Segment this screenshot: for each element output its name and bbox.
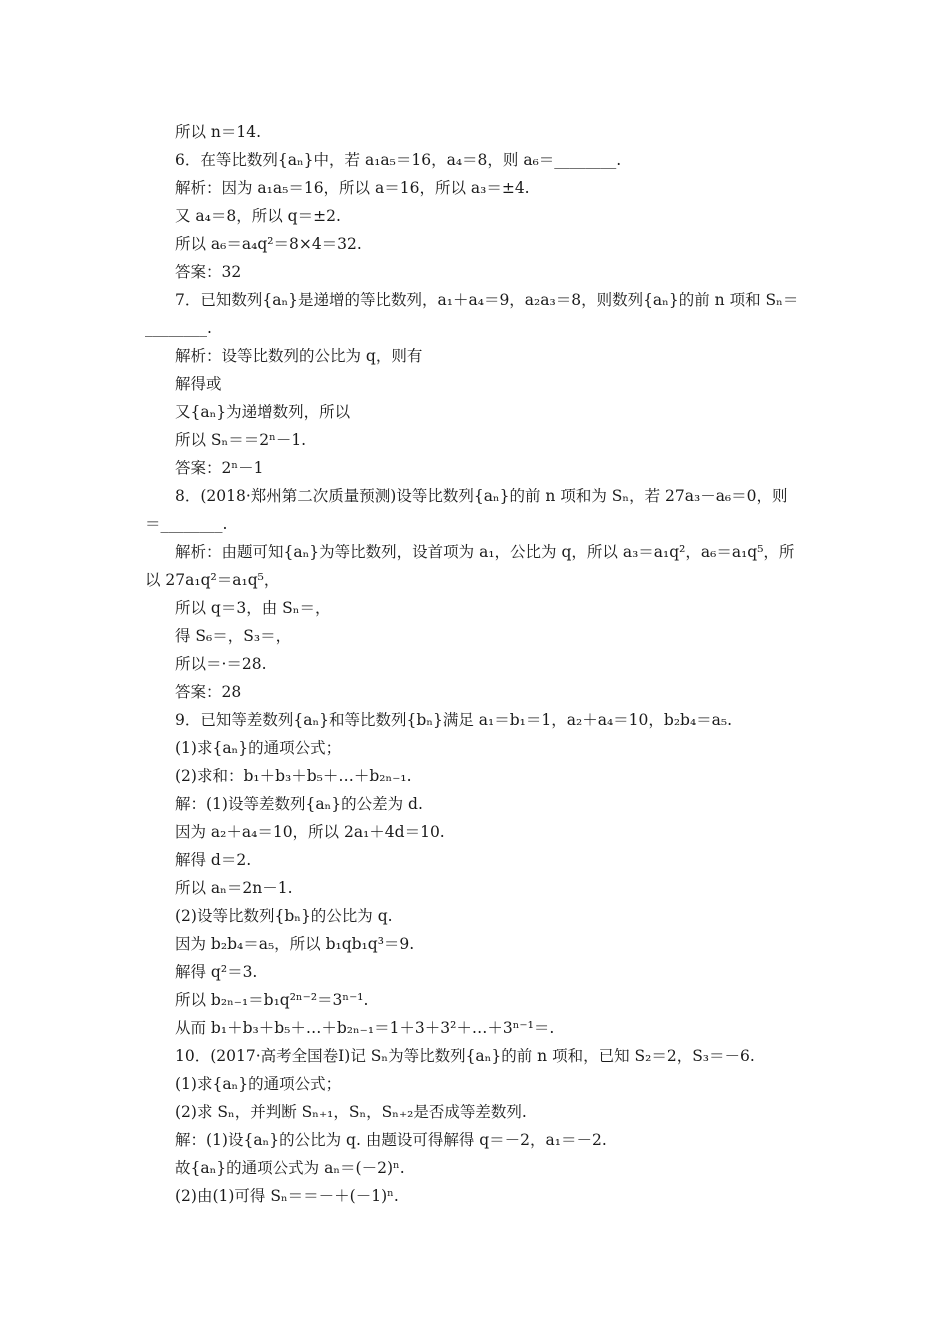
text-line: 所以 Sₙ＝＝2ⁿ－1. — [175, 431, 307, 449]
answer-7: 答案：2ⁿ－1 — [175, 459, 264, 477]
text-line: 因为 a₂＋a₄＝10，所以 2a₁＋4d＝10. — [175, 823, 445, 841]
text-line: 解得或 — [175, 375, 222, 393]
text-line: 所以 n＝14. — [175, 123, 262, 141]
text-line: (1)求{aₙ}的通项公式； — [175, 1075, 342, 1093]
text-line: 所以 q＝3，由 Sₙ＝， — [175, 599, 331, 617]
text-line: 解析：设等比数列的公比为 q，则有 — [175, 347, 423, 365]
answer-8: 答案：28 — [175, 683, 242, 701]
text-line: 故{aₙ}的通项公式为 aₙ＝(－2)ⁿ. — [175, 1159, 405, 1177]
text-line: 解析：由题可知{aₙ}为等比数列，设首项为 a₁，公比为 q，所以 a₃＝a₁q²，a₆＝a₁q⁵，所 — [175, 543, 795, 561]
text-line: 从而 b₁＋b₃＋b₅＋…＋b₂ₙ₋₁＝1＋3＋3²＋…＋3ⁿ⁻¹＝. — [175, 1019, 555, 1037]
answer-blank: ________. — [145, 319, 212, 337]
question-8: 8．(2018·郑州第二次质量预测)设等比数列{aₙ}的前 n 项和为 Sₙ，若 27a₃－a₆＝0，则 — [175, 487, 788, 505]
text-line: 解得 d＝2. — [175, 851, 252, 869]
text-line: 解得 q²＝3. — [175, 963, 258, 981]
question-9: 9．已知等差数列{aₙ}和等比数列{bₙ}满足 a₁＝b₁＝1，a₂＋a₄＝10，b₂b₄＝a₅. — [175, 711, 733, 729]
text-line: (2)求 Sₙ，并判断 Sₙ₊₁，Sₙ，Sₙ₊₂是否成等差数列. — [175, 1103, 527, 1121]
text-line: 以 27a₁q²＝a₁q⁵， — [145, 571, 280, 589]
answer-blank: ＝________. — [145, 515, 228, 533]
answer-6: 答案：32 — [175, 263, 242, 281]
text-line: (2)设等比数列{bₙ}的公比为 q. — [175, 907, 393, 925]
text-line: 所以 a₆＝a₄q²＝8×4＝32. — [175, 235, 362, 253]
text-line: 得 S₆＝，S₃＝， — [175, 627, 292, 645]
text-line: 解析：因为 a₁a₅＝16，所以 a＝16，所以 a₃＝±4. — [175, 179, 530, 197]
question-10: 10．(2017·高考全国卷Ⅰ)记 Sₙ为等比数列{aₙ}的前 n 项和，已知 S₂＝2，S₃＝－6. — [175, 1047, 755, 1065]
question-7: 7．已知数列{aₙ}是递增的等比数列，a₁＋a₄＝9，a₂a₃＝8，则数列{aₙ}的前 n 项和 Sₙ＝ — [175, 291, 799, 309]
text-line: (2)由(1)可得 Sₙ＝＝－＋(－1)ⁿ. — [175, 1187, 399, 1205]
text-line: 所以＝·＝28. — [175, 655, 267, 673]
text-line: 所以 b₂ₙ₋₁＝b₁q²ⁿ⁻²＝3ⁿ⁻¹. — [175, 991, 369, 1009]
text-line: 又{aₙ}为递增数列，所以 — [175, 403, 351, 421]
text-line: 解：(1)设等差数列{aₙ}的公差为 d. — [175, 795, 423, 813]
text-line: 所以 aₙ＝2n－1. — [175, 879, 293, 897]
text-line: 因为 b₂b₄＝a₅，所以 b₁qb₁q³＝9. — [175, 935, 415, 953]
question-6: 6．在等比数列{aₙ}中，若 a₁a₅＝16，a₄＝8，则 a₆＝________. — [175, 151, 622, 169]
text-line: (1)求{aₙ}的通项公式； — [175, 739, 342, 757]
text-line: 又 a₄＝8，所以 q＝±2. — [175, 207, 341, 225]
text-line: 解：(1)设{aₙ}的公比为 q. 由题设可得解得 q＝－2，a₁＝－2. — [175, 1131, 607, 1149]
text-line: (2)求和：b₁＋b₃＋b₅＋…＋b₂ₙ₋₁. — [175, 767, 412, 785]
